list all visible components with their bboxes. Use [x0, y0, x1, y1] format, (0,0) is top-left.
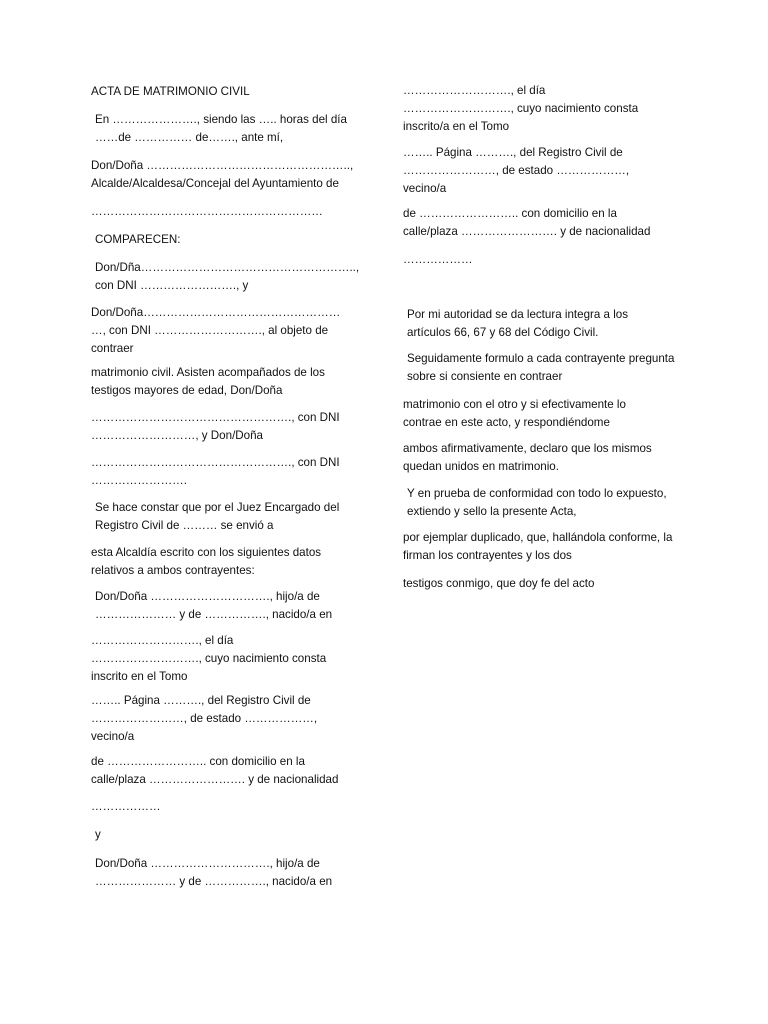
paragraph-lectura	[403, 306, 677, 342]
text-line: contrae en este acto, y respondiéndome	[403, 416, 610, 429]
text-line: COMPARECEN:	[95, 233, 181, 246]
text-line: ………………………., cuyo nacimiento consta	[91, 652, 327, 665]
paragraph-registro-1	[91, 692, 361, 746]
text-line: matrimonio con el otro y si efectivamente lo	[403, 398, 626, 411]
text-line: vecino/a	[91, 730, 135, 743]
paragraph-testigo-1	[91, 409, 361, 445]
paragraph-matrimonio	[403, 396, 673, 432]
paragraph-testigos	[91, 364, 361, 400]
text-line: sobre si consiente en contraer	[407, 370, 563, 383]
paragraph-duplicado	[403, 529, 673, 565]
text-line: quedan unidos en matrimonio.	[403, 460, 559, 473]
text-line: Don/Doña …………………………., hijo/a de	[95, 857, 320, 870]
text-line: …….. Página ………., del Registro Civil de	[91, 694, 311, 707]
text-line: ……………………………………………., con DNI	[91, 411, 340, 424]
paragraph-contrayente-1	[91, 259, 365, 295]
paragraph-comparecen	[91, 231, 365, 249]
text-line: inscrito/a en el Tomo	[403, 120, 510, 133]
text-line: …………………….	[91, 474, 187, 487]
text-line: ………………	[403, 253, 473, 266]
text-line: Registro Civil de ……… se envió a	[95, 519, 274, 532]
text-line: Alcalde/Alcaldesa/Concejal del Ayuntamiento de	[91, 177, 339, 190]
text-line: vecino/a	[403, 182, 447, 195]
paragraph-nacimiento-2	[403, 82, 673, 136]
paragraph-datos-contrayente-2	[91, 855, 365, 891]
text-line: artículos 66, 67 y 68 del Código Civil.	[407, 326, 599, 339]
text-line: esta Alcaldía escrito con los siguientes datos	[91, 546, 322, 559]
paragraph-pregunta	[403, 350, 677, 386]
text-line: y	[95, 828, 101, 841]
text-line: firman los contrayentes y los dos	[403, 549, 572, 562]
paragraph-nacionalidad-1	[91, 798, 361, 816]
text-line: …, con DNI ………………………., al objeto de	[91, 324, 329, 337]
text-line: por ejemplar duplicado, que, hallándola conforme, la	[403, 531, 673, 544]
text-line: ……………………, de estado ………………,	[91, 712, 318, 725]
paragraph-opening	[91, 111, 365, 147]
paragraph-ayuntamiento-blank	[91, 203, 361, 221]
text-line: ambos afirmativamente, declaro que los mismos	[403, 442, 652, 455]
paragraph-contrayente-2	[91, 304, 361, 358]
text-line: Don/Doña ……………………………………………..,	[91, 159, 354, 172]
paragraph-testigo-2	[91, 454, 361, 490]
text-line: Se hace constar que por el Juez Encargado del	[95, 501, 340, 514]
text-line: ……………………………………………………	[91, 205, 323, 218]
text-line: Por mi autoridad se da lectura integra a los	[407, 308, 629, 321]
text-line: inscrito en el Tomo	[91, 670, 188, 683]
text-line: ………………………., el día	[403, 84, 546, 97]
paragraph-officiant	[91, 157, 361, 193]
paragraph-declaracion	[403, 440, 673, 476]
text-line: ……de …………… de……., ante mí,	[95, 131, 284, 144]
paragraph-juez	[91, 499, 365, 535]
text-line: con DNI ……………………., y	[95, 279, 249, 292]
text-line: ………………	[91, 800, 161, 813]
text-line: Don/Doña……………………………………………	[91, 306, 341, 319]
paragraph-domicilio-1	[91, 753, 361, 789]
text-line: …….. Página ………., del Registro Civil de	[403, 146, 623, 159]
text-line: relativos a ambos contrayentes:	[91, 564, 255, 577]
text-line: testigos mayores de edad, Don/Doña	[91, 384, 283, 397]
text-line: Don/Doña …………………………., hijo/a de	[95, 590, 320, 603]
text-line: ………………………., cuyo nacimiento consta	[403, 102, 639, 115]
text-line: ……………………, de estado ………………,	[403, 164, 630, 177]
paragraph-datos-contrayente-1	[91, 588, 365, 624]
document-title-text: ACTA DE MATRIMONIO CIVIL	[91, 85, 250, 98]
paragraph-nacimiento-1	[91, 632, 361, 686]
paragraph-nacionalidad-2	[403, 251, 673, 269]
text-line: ………………… y de ……………., nacido/a en	[95, 608, 333, 621]
text-line: Seguidamente formulo a cada contrayente pregunta	[407, 352, 675, 365]
text-line: ………………………., el día	[91, 634, 234, 647]
text-line: ………………… y de ……………., nacido/a en	[95, 875, 333, 888]
text-line: calle/plaza ……………………. y de nacionalidad	[403, 225, 651, 238]
text-line: Don/Dña………………………………………………..,	[95, 261, 360, 274]
paragraph-fe	[403, 575, 673, 593]
text-line: ……………………………………………., con DNI	[91, 456, 340, 469]
text-line: matrimonio civil. Asisten acompañados de los	[91, 366, 325, 379]
text-line: testigos conmigo, que doy fe del acto	[403, 577, 595, 590]
text-line: ………………………, y Don/Doña	[91, 429, 264, 442]
text-line: de …………………….. con domicilio en la	[91, 755, 305, 768]
text-line: calle/plaza ……………………. y de nacionalidad	[91, 773, 339, 786]
text-line: contraer	[91, 342, 134, 355]
text-line: En …………………., siendo las ….. horas del día	[95, 113, 347, 126]
paragraph-domicilio-2	[403, 205, 673, 241]
document-title	[91, 83, 361, 101]
paragraph-registro-2	[403, 144, 673, 198]
text-line: Y en prueba de conformidad con todo lo expuesto,	[407, 487, 667, 500]
paragraph-conformidad	[403, 485, 677, 521]
paragraph-y	[91, 826, 365, 844]
text-line: extiendo y sello la presente Acta,	[407, 505, 577, 518]
text-line: de …………………….. con domicilio en la	[403, 207, 617, 220]
paragraph-alcaldia	[91, 544, 361, 580]
